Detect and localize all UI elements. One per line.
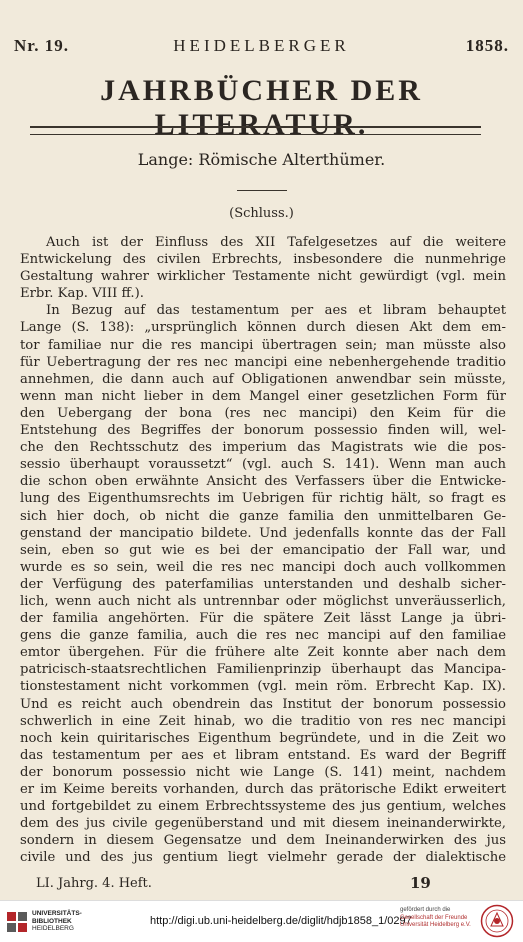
article-subtitle: (Schluss.) (229, 206, 294, 221)
university-seal-icon[interactable] (480, 904, 514, 938)
text-line: patricisch-staatsrechtlichen Familienprinzip überhaupt das Mancipa- (20, 662, 506, 678)
journal-title: JAHRBÜCHER DER LITERATUR. (100, 74, 423, 141)
text-line: für Uebertragung der res nec mancipi eine nebenhergehende traditio (20, 354, 506, 370)
text-line: und fortgebildet zu einem Erbrechtssysteme des jus gentium, welches (20, 799, 506, 815)
library-name-line2: BIBLIOTHEK (32, 917, 72, 925)
funder-line2: Universität Heidelberg e.V. (400, 922, 471, 928)
text-line: der familia angehörten. Für die spätere Zeit lässt Lange ja übri- (20, 611, 506, 627)
journal-city: HEIDELBERGER (173, 36, 350, 55)
text-line: lung des Eigenthumsrechts im Uebrigen für richtig hält, so fragt es (20, 491, 506, 507)
text-line: Lange (S. 138): „ursprünglich können durch diesen Akt dem em- (20, 320, 506, 336)
viewer-bar (0, 900, 523, 942)
double-rule-divider (30, 126, 481, 135)
funding-note (400, 907, 471, 930)
article-title: Lange: Römische Alterthümer. (137, 150, 386, 169)
library-logo-icon[interactable] (6, 911, 28, 933)
text-line: die schon oben erwähnte Ansicht des Verfassers über die Entwicke- (20, 474, 506, 490)
text-line: lich, wenn auch nicht als untrennbar oder möglichst unveräusserlich, (20, 593, 506, 609)
text-line: Gestaltung wahrer wirklicher Testamente nicht gewürdigt (vgl. mein (20, 269, 506, 285)
text-line: Entstehung des Begriffes der bonorum possessio finden will, wel- (20, 423, 506, 439)
text-line: schwerlich in eine Zeit hinab, wo die traditio von res nec mancipi (20, 713, 506, 729)
page-number: 19 (410, 874, 431, 892)
permalink-url[interactable]: http://digi.ub.uni-heidelberg.de/diglit/hdjb1858_1/0297 (150, 915, 412, 927)
issue-number: Nr. 19. (14, 36, 70, 55)
funder-line1: Gesellschaft der Freunde (400, 914, 468, 921)
page-footer (36, 876, 493, 894)
running-header (14, 36, 509, 56)
text-line: Erbr. Kap. VIII ff.). (20, 286, 144, 302)
text-line: che den Rechtsschutz des imperium das Magistrats wie die pos- (20, 440, 506, 456)
text-line: sich hier doch, ob nicht die ganze familia den unmittelbaren Ge- (20, 508, 506, 524)
text-line: gens die ganze familia, auch die res nec mancipi auf den familiae (20, 628, 506, 644)
text-line: sein, eben so gut wie es bei der emancipatio der Fall war, und (20, 542, 506, 558)
text-line: sondern in diesem Gegensatze und dem Ineinanderwirken des jus (20, 833, 506, 849)
text-line: annehmen, die dann auch auf Obligationen anwendbar sein müsste, (20, 371, 506, 387)
library-name-line3: HEIDELBERG (32, 925, 74, 932)
text-line: den Uebergang der bona (res nec mancipi) den Keim für die (20, 405, 506, 421)
text-line: dem des jus civile gegenüberstand und mit diesem ineinanderwirkte, (20, 816, 506, 832)
body-text (20, 234, 506, 866)
funded-by-label: gefördert durch die (400, 907, 451, 913)
text-line: Auch ist der Einfluss des XII Tafelgesetzes auf die weitere (46, 235, 506, 250)
text-line: der Verfügung des paterfamilias unterstanden und deshalb sicher- (20, 576, 506, 592)
text-line: In Bezug auf das testamentum per aes et libram behauptet (46, 303, 506, 319)
text-line: wenn man nicht lieber in dem Mangel einer gesetzlichen Form für (20, 388, 506, 404)
library-name-line1: UNIVERSITÄTS- (32, 910, 82, 917)
short-divider (237, 190, 287, 191)
text-line: emtor übergehen. Für die frühere alte Zeit konnte aber nach dem (20, 645, 506, 661)
text-line: tor familiae nur die res mancipi übertragen sein; man müsste also (20, 337, 506, 353)
text-line: der bonorum possessio nicht wie Lange (S. 141) meint, nachdem (20, 764, 506, 780)
text-line: noch kein quiritarisches Eigenthum begründete, und in die Zeit wo (20, 730, 506, 746)
issue-year: 1858. (465, 36, 509, 55)
library-name (32, 910, 82, 933)
volume-signature: LI. Jahrg. 4. Heft. (36, 876, 152, 891)
text-line: tionstestament nicht vorkommen (vgl. mein röm. Erbrecht Kap. IX). (20, 679, 506, 695)
text-line: genstand der mancipatio bildete. Und jedenfalls konnte das der Fall (20, 525, 506, 541)
text-line: das testamentum per aes et libram entstand. Es ward der Begriff (20, 747, 506, 763)
text-line: er im Keime bereits vorhanden, durch das prätorische Edikt erweitert (20, 782, 506, 797)
text-line: wurde es so sein, weil die res nec mancipi doch auch vollkommen (20, 559, 506, 575)
text-line: civile und des jus gentium liegt vielmehr gerade der dialektische (20, 850, 506, 866)
text-line: Entwickelung des civilen Erbrechts, insbesondere die nunmehrige (20, 252, 506, 268)
text-line: Und es reicht auch obendrein das Institut der bonorum possessio (20, 696, 506, 712)
text-line: sessio überhaupt voraussetzt“ (vgl. auch S. 141). Wenn man auch (20, 457, 506, 473)
